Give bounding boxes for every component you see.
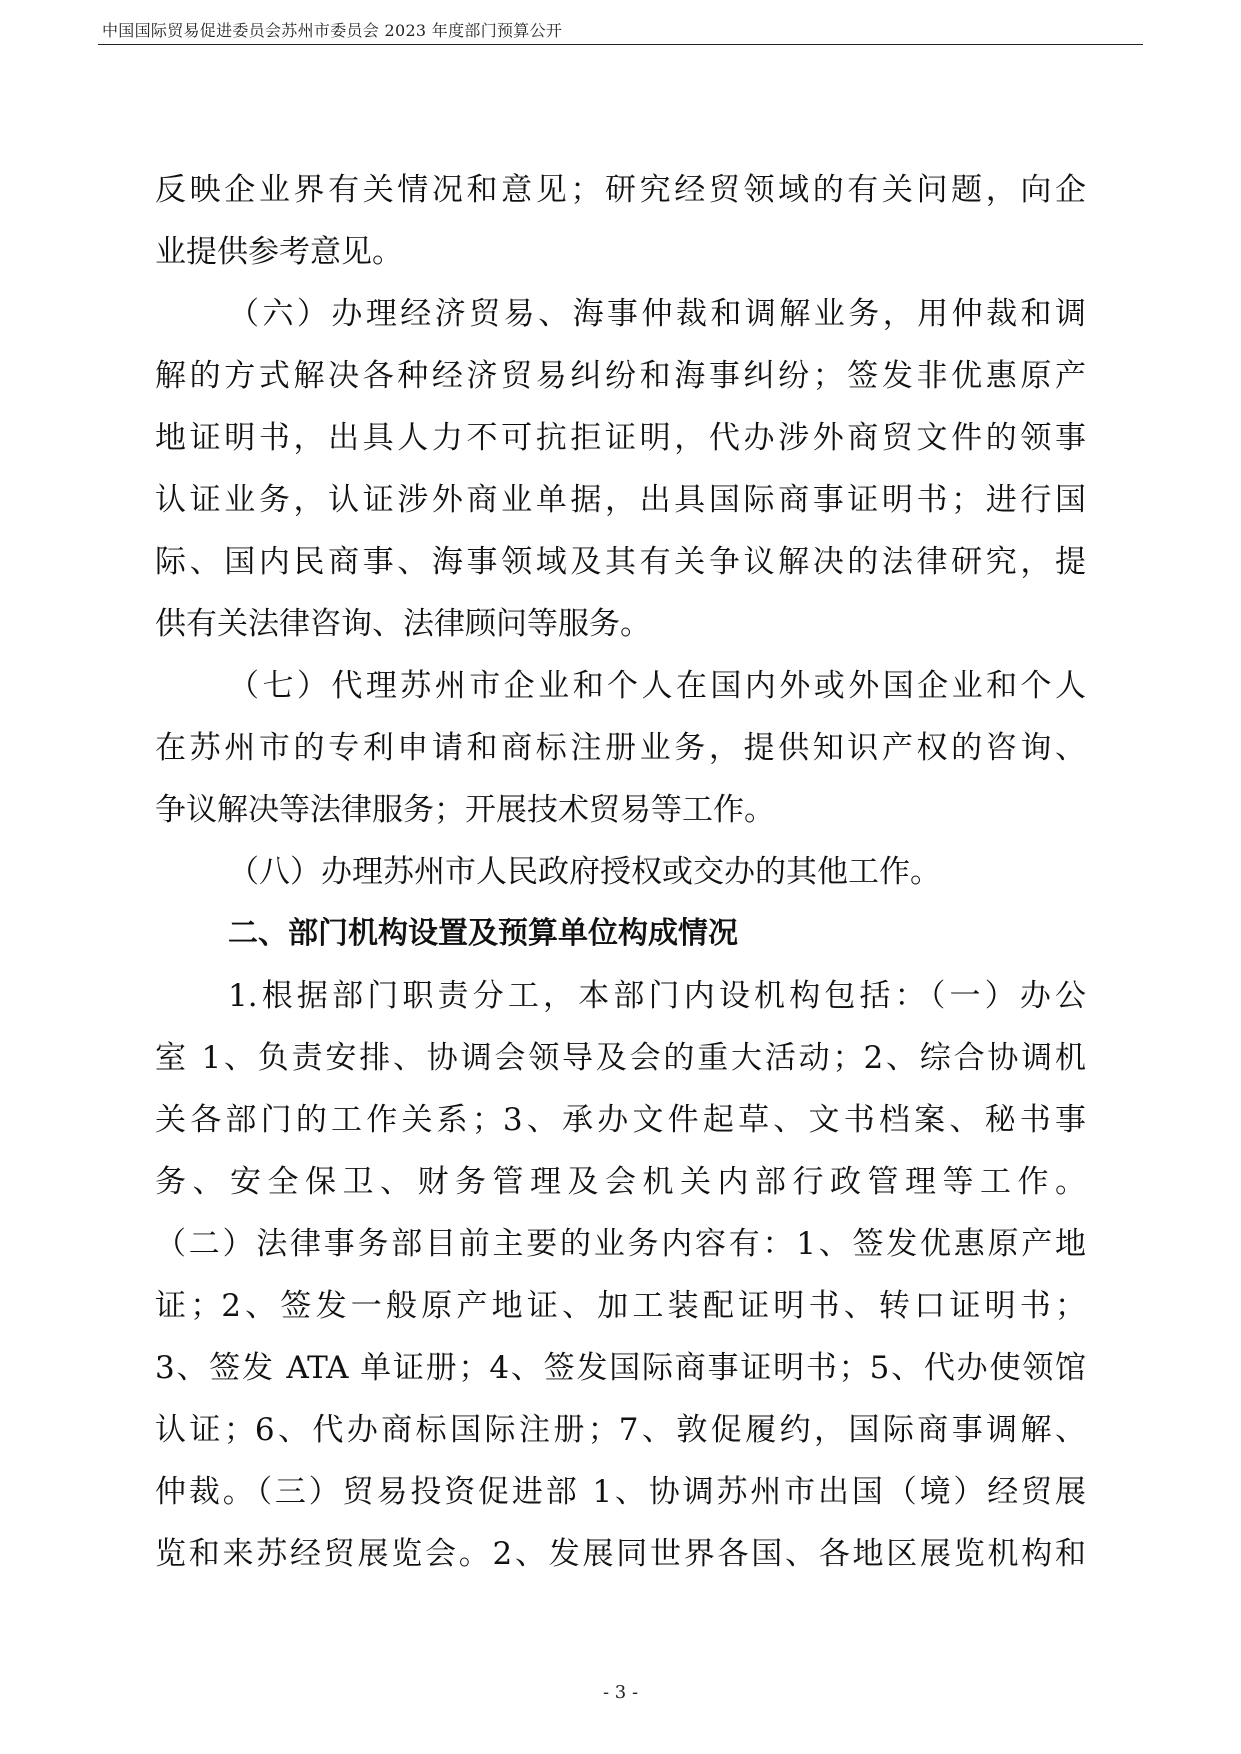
text-line: 览和来苏经贸展览会。2、发展同世界各国、各地区展览机构和 [155, 1536, 1086, 1572]
text-line: 际、国内民商事、海事领域及其有关争议解决的法律研究，提 [155, 544, 1086, 580]
document-body [155, 159, 1086, 1585]
text-line: 在苏州市的专利申请和商标注册业务，提供知识产权的咨询、 [155, 730, 1086, 766]
text-line: 业提供参考意见。 [155, 234, 403, 270]
text-line: 认证业务，认证涉外商业单据，出具国际商事证明书；进行国 [155, 482, 1086, 518]
text-line: 关各部门的工作关系；3、承办文件起草、文书档案、秘书事 [155, 1102, 1086, 1138]
text-line: 证；2、签发一般原产地证、加工装配证明书、转口证明书； [155, 1288, 1086, 1324]
text-line: （六）办理经济贸易、海事仲裁和调解业务，用仲裁和调 [228, 296, 1086, 332]
header-title: 中国国际贸易促进委员会苏州市委员会 2023 年度部门预算公开 [102, 21, 563, 40]
text-line: 3、签发 ATA 单证册；4、签发国际商事证明书；5、代办使领馆 [155, 1350, 1086, 1386]
text-line: 反映企业界有关情况和意见；研究经贸领域的有关问题，向企 [155, 172, 1086, 208]
page-header [98, 16, 1143, 45]
text-line: 地证明书，出具人力不可抗拒证明，代办涉外商贸文件的领事 [155, 420, 1086, 456]
text-line: 供有关法律咨询、法律顾问等服务。 [155, 606, 651, 642]
text-line: 务、安全保卫、财务管理及会机关内部行政管理等工作。 [155, 1164, 1086, 1200]
page-number: - 3 - [602, 1682, 639, 1703]
text-line: 争议解决等法律服务；开展技术贸易等工作。 [155, 792, 775, 828]
text-line: 室 1、负责安排、协调会领导及会的重大活动；2、综合协调机 [155, 1040, 1086, 1076]
section-heading: 二、部门机构设置及预算单位构成情况 [228, 916, 738, 951]
text-line: （七）代理苏州市企业和个人在国内外或外国企业和个人 [228, 668, 1086, 704]
text-line: （二）法律事务部目前主要的业务内容有：1、签发优惠原产地 [155, 1226, 1086, 1262]
text-line: （八）办理苏州市人民政府授权或交办的其他工作。 [228, 854, 941, 890]
text-line: 解的方式解决各种经济贸易纠纷和海事纠纷；签发非优惠原产 [155, 358, 1086, 394]
text-line: 认证；6、代办商标国际注册；7、敦促履约，国际商事调解、 [155, 1412, 1086, 1448]
text-line: 1.根据部门职责分工，本部门内设机构包括：（一）办公 [228, 978, 1086, 1014]
text-line: 仲裁。（三）贸易投资促进部 1、协调苏州市出国（境）经贸展 [155, 1474, 1086, 1510]
